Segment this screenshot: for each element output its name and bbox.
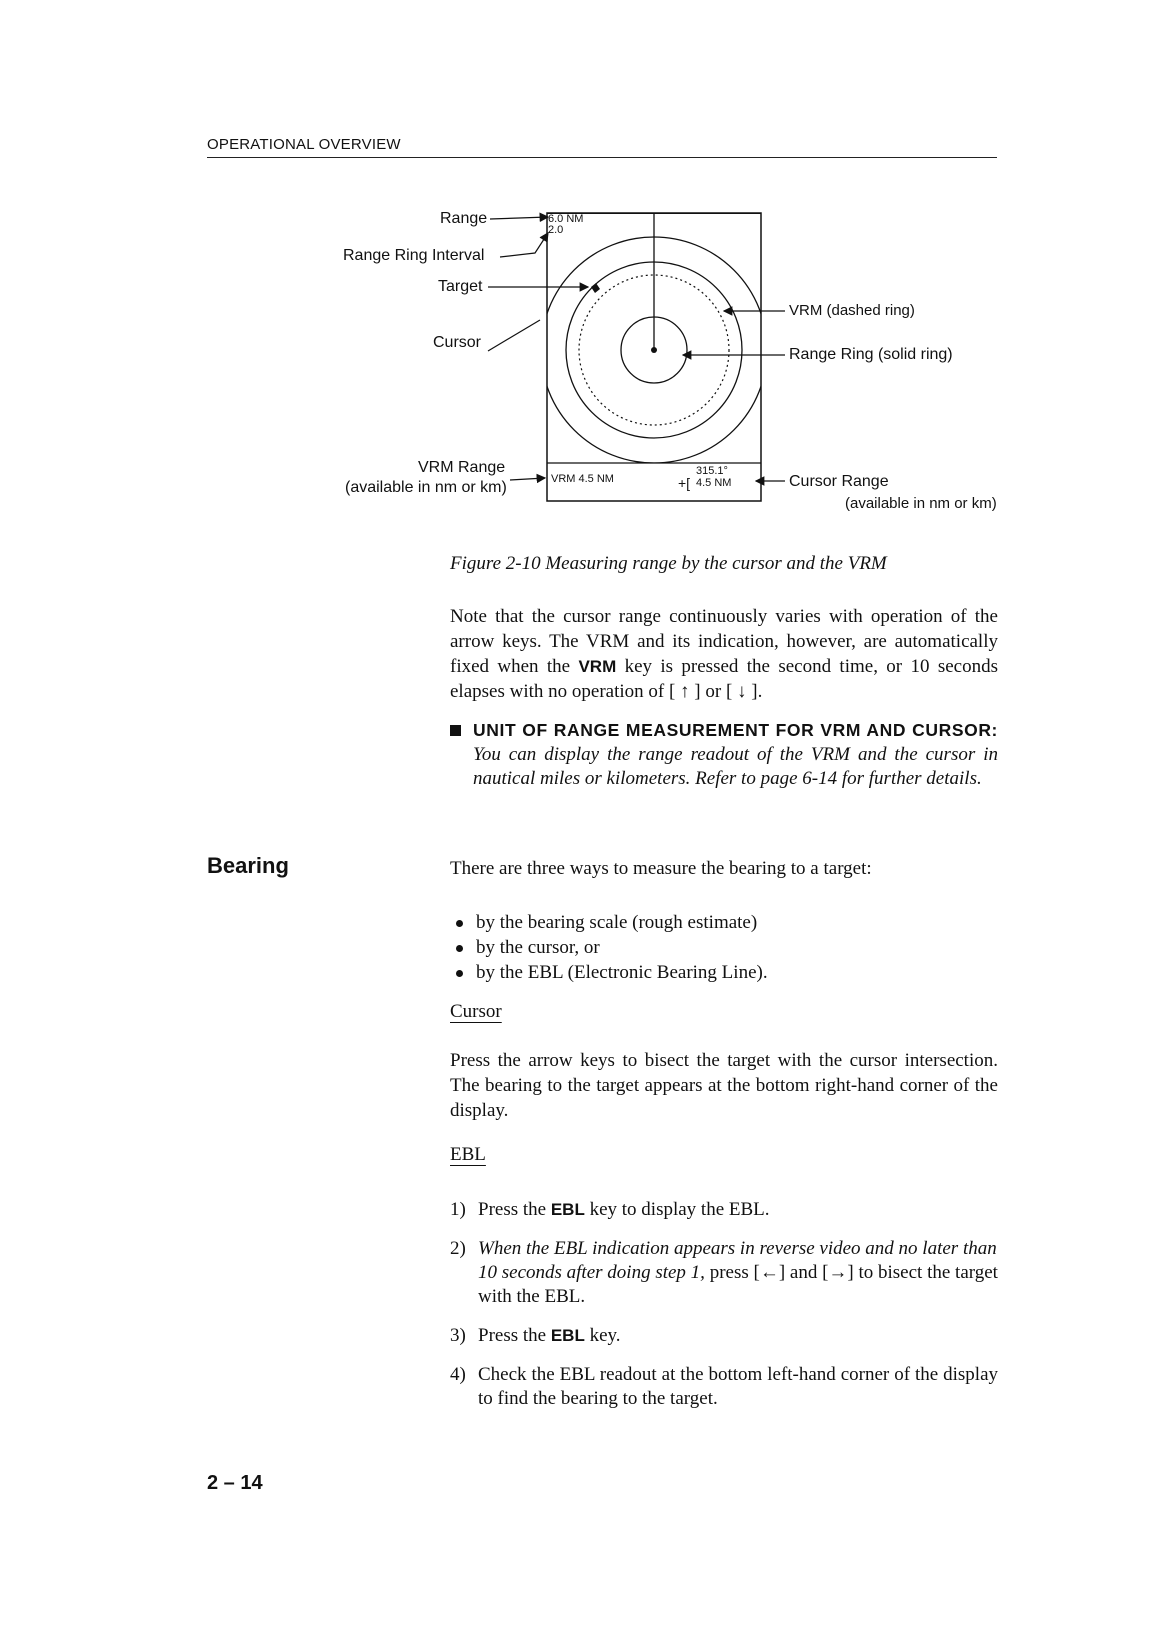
- square-bullet-icon: [450, 725, 461, 736]
- callout-target: Target: [438, 278, 483, 295]
- page-number: 2 – 14: [207, 1472, 263, 1494]
- figure-caption: Figure 2-10 Measuring range by the cursor and the VRM: [450, 553, 887, 574]
- own-ship-dot: [651, 347, 657, 353]
- list-item: 1) Press the EBL key to display the EBL.: [450, 1199, 770, 1220]
- range-readout: 6.0 NM: [548, 213, 584, 225]
- unit-body: You can display the range readout of the VRM and the cursor in nautical miles or kilometers. Refer to page 6-14 for further details.: [473, 744, 998, 789]
- list-item: by the cursor, or: [450, 935, 768, 960]
- callout-vrm-range: VRM Range: [418, 459, 506, 476]
- ebl-subheading: EBL: [450, 1144, 486, 1165]
- bearing-methods-list: [450, 910, 768, 985]
- header-rule: [207, 157, 997, 158]
- callout-vrm-range-note: (available in nm or km): [345, 479, 507, 496]
- ebl-key-label: EBL: [550, 1326, 585, 1345]
- radar-figure: [340, 205, 1020, 545]
- cursor-readout-bracket: +[: [678, 475, 691, 491]
- vrm-key-label: VRM: [578, 657, 617, 676]
- bearing-intro: There are three ways to measure the bearing to a target:: [450, 858, 872, 879]
- callout-cursor: Cursor: [433, 334, 482, 351]
- cursor-range-readout: 4.5 NM: [696, 477, 732, 489]
- list-item: 3) Press the EBL key.: [450, 1325, 621, 1346]
- ebl-steps: [450, 1198, 998, 1426]
- list-item: by the EBL (Electronic Bearing Line).: [450, 960, 768, 985]
- unit-of-range-note: [450, 718, 998, 791]
- cursor-subheading: Cursor: [450, 1001, 502, 1022]
- bearing-heading: Bearing: [207, 853, 289, 878]
- list-item: by the bearing scale (rough estimate): [450, 910, 768, 935]
- section-title: OPERATIONAL OVERVIEW: [207, 136, 401, 153]
- callout-vrm-dashed: VRM (dashed ring): [789, 302, 915, 319]
- cursor-bearing-readout: 315.1°: [696, 465, 728, 477]
- callout-cursor-range: Cursor Range: [789, 473, 889, 490]
- vrm-readout: VRM 4.5 NM: [551, 473, 614, 485]
- list-item: 4) Check the EBL readout at the bottom left-hand corner of the display to find the bearing to the target.: [450, 1364, 998, 1409]
- list-item: 2) When the EBL indication appears in reverse video and no later than 10 seconds after doing step 1, press [←] and [→] to bisect the target with the EBL.: [450, 1238, 998, 1307]
- unit-heading: UNIT OF RANGE MEASUREMENT FOR VRM AND CURSOR:: [473, 720, 998, 740]
- callout-cursor-range-note: (available in nm or km): [845, 495, 997, 512]
- cursor-paragraph: Press the arrow keys to bisect the target with the cursor intersection. The bearing to the target appears at the bottom right-hand corner of the display.: [450, 1050, 998, 1121]
- ebl-key-label: EBL: [550, 1200, 585, 1219]
- note-paragraph: Note that the cursor range continuously varies with operation of the arrow keys. The VRM and its indication, however, are automatically fixed when the VRM key is pressed the second time, or 10 seconds elapses with no operation of [ ↑ ] or [ ↓ ].: [450, 606, 998, 702]
- callout-range-ring-solid: Range Ring (solid ring): [789, 346, 953, 363]
- target-echo: [591, 283, 600, 293]
- callout-range: Range: [440, 210, 488, 227]
- ring-interval-readout: 2.0: [548, 224, 564, 236]
- callout-range-ring-interval: Range Ring Interval: [343, 247, 485, 264]
